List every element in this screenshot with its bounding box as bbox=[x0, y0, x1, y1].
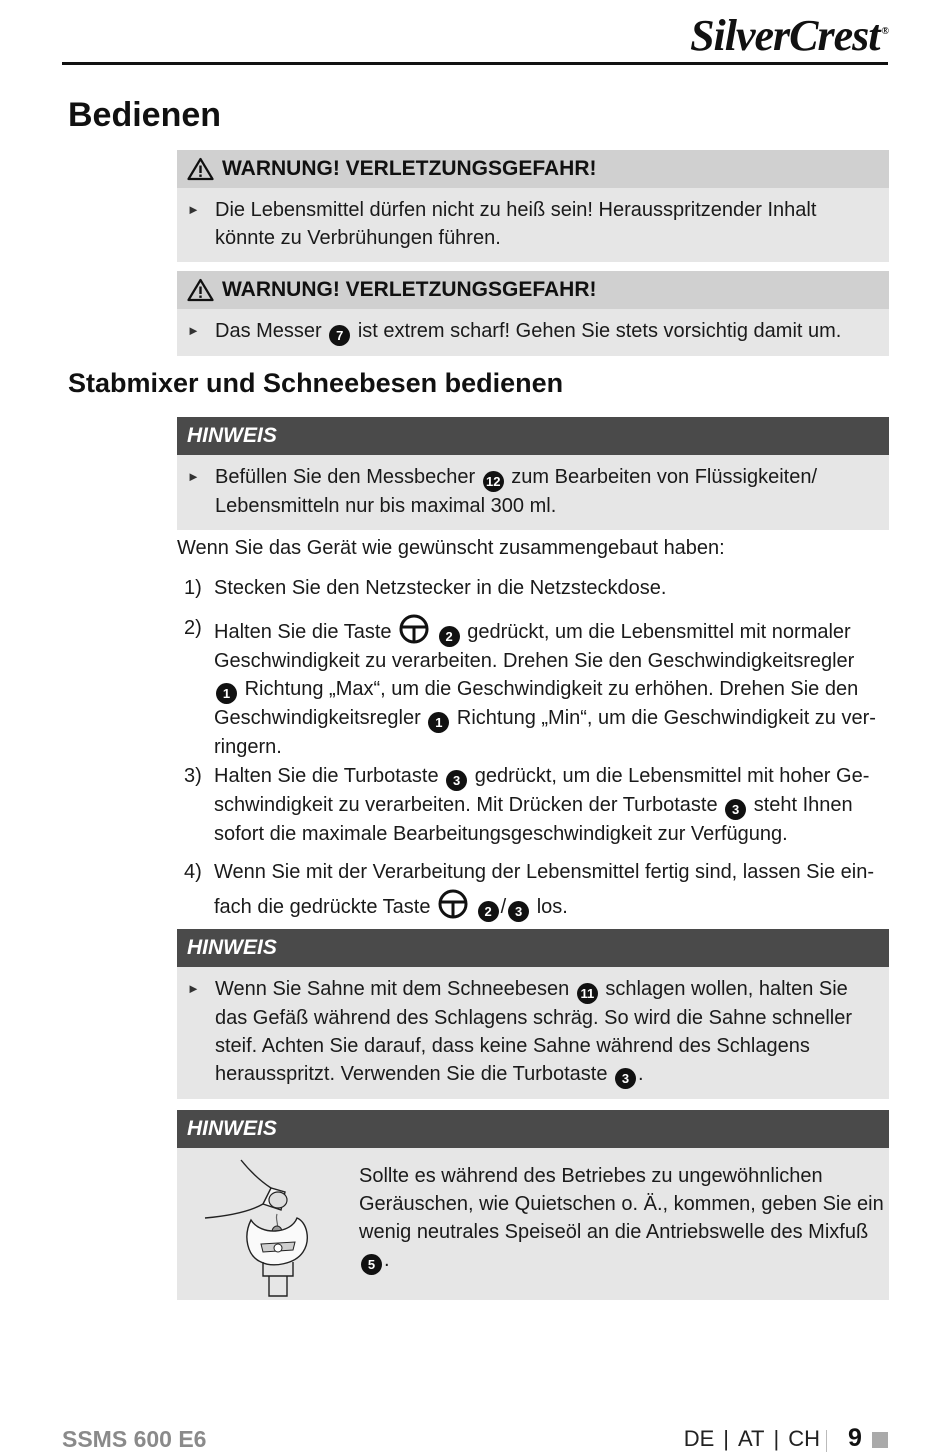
warning-box-1 bbox=[177, 150, 889, 262]
intro-paragraph: Wenn Sie das Gerät wie gewünscht zusammengebaut haben: bbox=[177, 537, 725, 559]
arrow-right-icon: ► bbox=[187, 469, 200, 484]
reference-number: 11 bbox=[577, 983, 598, 1004]
footer-model: SSMS 600 E6 bbox=[62, 1426, 207, 1452]
reference-number: 1 bbox=[428, 712, 449, 733]
reference-number: 3 bbox=[508, 901, 529, 922]
hint-header: HINWEIS bbox=[177, 929, 889, 967]
speed-button-icon bbox=[399, 614, 429, 644]
page-title: Bedienen bbox=[68, 96, 222, 134]
section-title: Stabmixer und Schneebesen bedienen bbox=[68, 368, 564, 398]
reference-number: 2 bbox=[478, 901, 499, 922]
warning-text: Die Lebensmittel dürfen nicht zu heiß sein! Herausspritzender Inhalt könnte zu Verbrühungen führen. bbox=[215, 199, 817, 249]
warning-title: WARNUNG! VERLETZUNGSGEFAHR! bbox=[222, 278, 597, 301]
warning-header bbox=[177, 271, 889, 309]
step-1: 1) Stecken Sie den Netzstecker in die Netzsteckdose. bbox=[184, 577, 667, 599]
warning-box-2 bbox=[177, 271, 889, 356]
header-rule bbox=[62, 62, 888, 65]
warning-triangle-icon bbox=[187, 157, 214, 181]
speed-button-icon bbox=[438, 889, 468, 919]
reference-number: 12 bbox=[483, 471, 504, 492]
reference-number: 1 bbox=[216, 683, 237, 704]
step-3: 3) Halten Sie die Turbotaste 3 gedrückt, um die Lebensmittel mit hoher Geschwindigkeit zu verarbeiten. Mit Drücken der Turbotaste 3 steht Ihnen sofort die maximale Bearbeitungsgeschwindigkeit zur Verfügung. bbox=[184, 765, 870, 845]
step-4: 4) Wenn Sie mit der Verarbeitung der Lebensmittel fertig sind, lassen Sie einfach die gedrückte Taste 2 / 3 los. bbox=[184, 855, 884, 924]
warning-item bbox=[177, 309, 889, 356]
step-2: 2) Halten Sie die Taste 2 gedrückt, um die Lebensmittel mit normaler Geschwindigkeit zu verarbeiten. Drehen Sie den Geschwindigkeitsregler 1 Richtung „Max“, um die Geschwindigkeit zu erhöhen. Drehen Sie den Geschwindigkeitsregler 1 Richtung „Min“, um die Geschwindigkeit zu verringern. bbox=[184, 614, 884, 761]
footer-languages: DE | AT | CH bbox=[683, 1426, 820, 1451]
hint-box-3 bbox=[177, 1110, 889, 1300]
page-number: 9 bbox=[848, 1424, 862, 1452]
hint-text: Wenn Sie Sahne mit dem Schneebesen 11 schlagen wollen, halten Sie das Gefäß während des Schlagens schräg. So wird die Sahne schneller steif. Achten Sie darauf, dass keine Sahne während des Schlagens herausspritzt. Verwenden Sie die Turbotaste 3 . bbox=[215, 975, 871, 1089]
oil-dropping-illustration bbox=[197, 1158, 327, 1298]
reference-number: 2 bbox=[439, 626, 460, 647]
reference-number: 3 bbox=[615, 1068, 636, 1089]
warning-item bbox=[177, 188, 889, 262]
hint-text: Befüllen Sie den Messbecher 12 zum Bearbeiten von Flüssigkeiten/ Lebensmitteln nur bis maximal 300 ml. bbox=[215, 466, 817, 517]
hint-text: Sollte es während des Betriebes zu ungewöhnlichen Geräuschen, wie Quietschen o. Ä., kommen, geben Sie ein wenig neutrales Speiseöl an die Antriebswelle des Mixfuß 5 . bbox=[359, 1162, 884, 1275]
hint-header: HINWEIS bbox=[177, 1110, 889, 1148]
warning-triangle-icon bbox=[187, 278, 214, 302]
warning-title: WARNUNG! VERLETZUNGSGEFAHR! bbox=[222, 157, 597, 180]
arrow-right-icon: ► bbox=[187, 202, 200, 217]
hint-box-1 bbox=[177, 417, 889, 530]
hint-body bbox=[177, 1148, 889, 1300]
warning-text: Das Messer 7 ist extrem scharf! Gehen Sie stets vorsichtig damit um. bbox=[215, 317, 841, 346]
reference-number: 7 bbox=[329, 325, 350, 346]
hint-item bbox=[177, 967, 889, 1099]
hint-header: HINWEIS bbox=[177, 417, 889, 455]
brand-logo: SilverCrest ® bbox=[690, 11, 888, 60]
reference-number: 3 bbox=[725, 799, 746, 820]
arrow-right-icon: ► bbox=[187, 981, 200, 996]
reference-number: 3 bbox=[446, 770, 467, 791]
hint-box-2 bbox=[177, 929, 889, 1099]
reference-number: 5 bbox=[361, 1254, 382, 1275]
arrow-right-icon: ► bbox=[187, 323, 200, 338]
hint-item bbox=[177, 455, 889, 530]
footer-divider bbox=[826, 1430, 827, 1452]
page-marker bbox=[872, 1432, 888, 1448]
warning-header bbox=[177, 150, 889, 188]
